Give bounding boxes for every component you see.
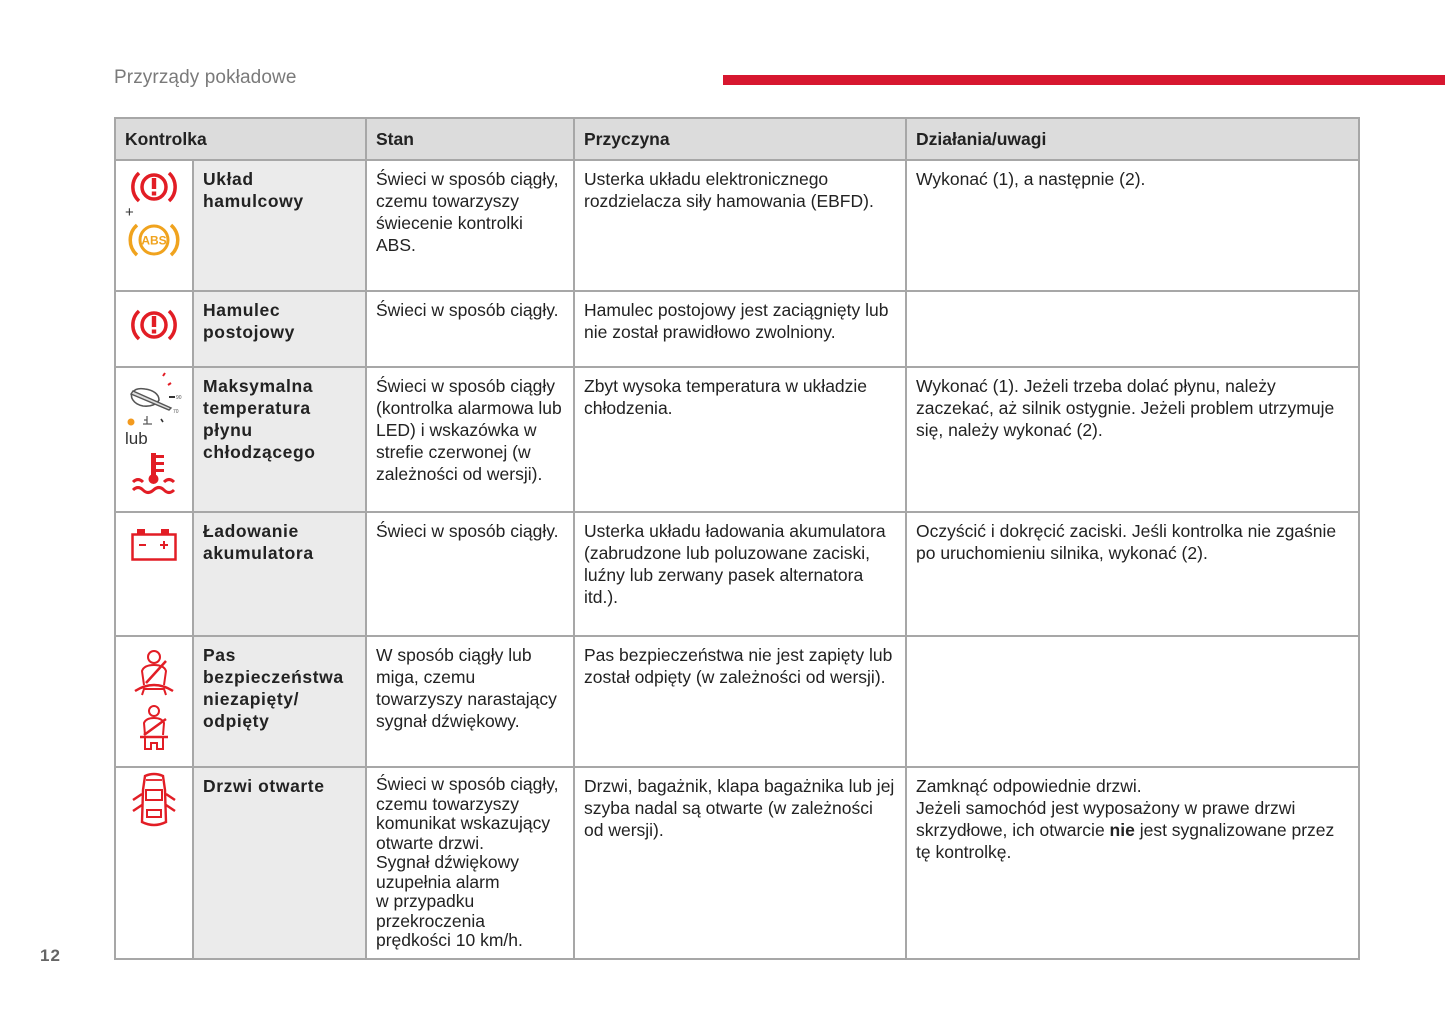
table-row [115, 636, 1359, 767]
state-line: czemu towarzyszy [376, 793, 519, 814]
battery-icon [131, 529, 177, 561]
action-emphasis: nie [1109, 820, 1135, 840]
abs-icon [128, 220, 180, 260]
warning-action [906, 636, 1359, 767]
warning-cause: Usterka układu elektronicznego rozdzielacza siły hamowania (EBFD). [574, 160, 906, 291]
state-line: Świeci w sposób ciągły, [376, 774, 559, 794]
warning-cause: Hamulec postojowy jest zaciągnięty lub nie został prawidłowo zwolniony. [574, 291, 906, 367]
state-line: komunikat wskazujący [376, 813, 551, 833]
warning-state [366, 767, 574, 959]
state-line: uzupełnia alarm [376, 871, 500, 892]
warning-state: Świeci w sposób ciągły. [366, 291, 574, 367]
warning-action [906, 767, 1359, 959]
seatbelt-rear-icon [136, 705, 172, 751]
door-open-icon [131, 772, 177, 830]
brake-warning-icon [130, 306, 178, 344]
state-line: prędkości 10 km/h. [376, 930, 523, 950]
table-row [115, 367, 1359, 512]
warning-action: Oczyścić i dokręcić zaciski. Jeśli kontrolka nie zgaśnie po uruchomieniu silnika, wykonać (2). [906, 512, 1359, 636]
warning-name: Hamulec postojowy [193, 291, 366, 367]
abs-label: ABS [141, 233, 167, 248]
temperature-gauge-icon [125, 372, 183, 428]
warning-action: Wykonać (1). Jeżeli trzeba dolać płynu, należy zaczekać, aż silnik ostygnie. Jeżeli problem utrzymuje się, należy wykonać (2). [906, 367, 1359, 512]
warning-action: Wykonać (1), a następnie (2). [906, 160, 1359, 291]
column-header-przyczyna: Przyczyna [574, 118, 906, 160]
icon-cell [115, 160, 193, 291]
warning-cause: Zbyt wysoka temperatura w układzie chłodzenia. [574, 367, 906, 512]
warning-name: Drzwi otwarte [193, 767, 366, 959]
warning-cause: Drzwi, bagażnik, klapa bagażnika lub jej szyba nadal są otwarte (w zależności od wersji). [574, 767, 906, 959]
column-header-kontrolka: Kontrolka [115, 118, 366, 160]
warning-state: Świeci w sposób ciągły (kontrolka alarmowa lub LED) i wskazówka w strefie czerwonej (w zależności od wersji). [366, 367, 574, 512]
action-line: Zamknąć odpowiednie drzwi. [916, 776, 1142, 796]
brake-warning-icon [130, 168, 178, 206]
accent-bar [723, 75, 1445, 85]
action-text: jest sygnalizowane przez tę kontrolkę. [916, 820, 1335, 862]
icon-cell [115, 636, 193, 767]
action-text: Jeżeli samochód jest wyposażony w prawe drzwi skrzydłowe, ich otwarcie [916, 798, 1296, 840]
warning-lights-table [114, 117, 1360, 960]
warning-state: W sposób ciągły lub miga, czemu towarzyszy narastający sygnał dźwiękowy. [366, 636, 574, 767]
warning-action [906, 291, 1359, 367]
section-title: Przyrządy pokładowe [114, 67, 297, 88]
state-line: w przypadku [376, 891, 475, 911]
warning-cause: Pas bezpieczeństwa nie jest zapięty lub został odpięty (w zależności od wersji). [574, 636, 906, 767]
state-line: przekroczenia [376, 910, 485, 931]
warning-name: Ładowanie akumulatora [193, 512, 366, 636]
icon-cell [115, 512, 193, 636]
icon-separator: + [125, 204, 134, 221]
page-number: 12 [40, 946, 61, 965]
warning-name: Maksymalna temperatura płynu chłodzącego [193, 367, 366, 512]
icon-cell [115, 367, 193, 512]
column-header-dzialania: Działania/uwagi [906, 118, 1359, 160]
coolant-temperature-icon [130, 451, 178, 495]
icon-cell [115, 291, 193, 367]
warning-name: Pas bezpieczeństwa niezapięty/ odpięty [193, 636, 366, 767]
warning-name: Układ hamulcowy [193, 160, 366, 291]
icon-cell [115, 767, 193, 959]
table-row [115, 160, 1359, 291]
state-line: Sygnał dźwiękowy [376, 852, 519, 872]
table-row [115, 512, 1359, 636]
column-header-stan: Stan [366, 118, 574, 160]
table-row [115, 767, 1359, 959]
warning-state: Świeci w sposób ciągły. [366, 512, 574, 636]
action-line [916, 797, 1349, 863]
svg-text:70: 70 [173, 409, 179, 415]
table-header-row [115, 118, 1359, 160]
icon-separator: lub [125, 429, 148, 448]
warning-cause: Usterka układu ładowania akumulatora (zabrudzone lub poluzowane zaciski, luźny lub zerwany pasek alternatora itd.). [574, 512, 906, 636]
svg-text:90: 90 [176, 395, 182, 401]
seatbelt-front-icon [132, 649, 176, 699]
table-row [115, 291, 1359, 367]
state-line: otwarte drzwi. [376, 832, 484, 853]
warning-state: Świeci w sposób ciągły, czemu towarzyszy świecenie kontrolki ABS. [366, 160, 574, 291]
